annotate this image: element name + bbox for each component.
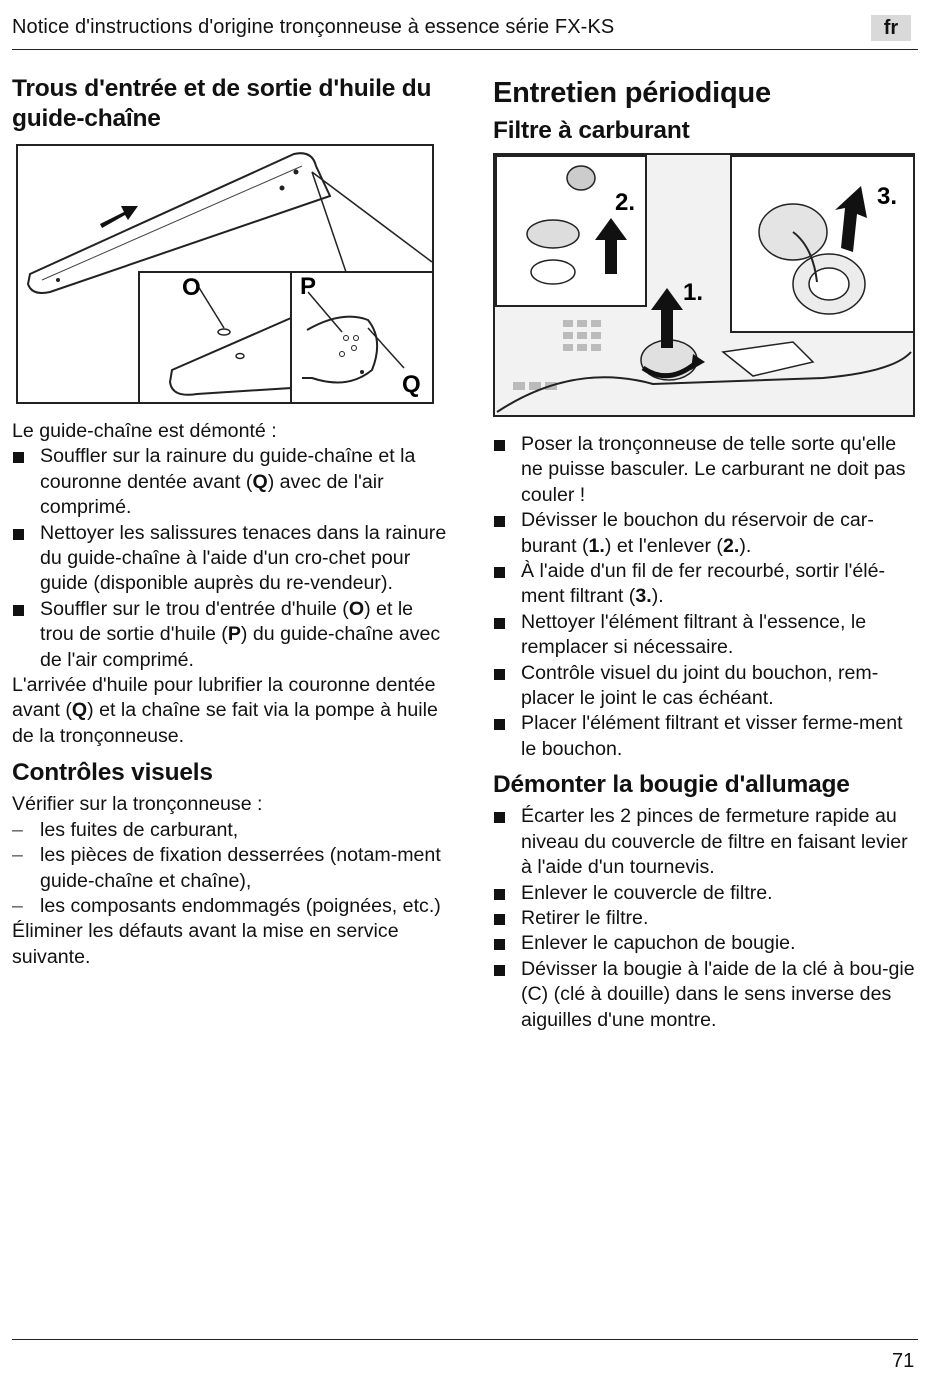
- list-item: À l'aide d'un fil de fer recourbé, sortir l'élé-ment filtrant (3.).: [493, 559, 918, 610]
- footer-rule: [12, 1339, 918, 1340]
- list-item: Retirer le filtre.: [493, 906, 918, 931]
- list-item: Contrôle visuel du joint du bouchon, rem-placer le joint le cas échéant.: [493, 661, 918, 712]
- visual-checks-outro: Éliminer les défauts avant la mise en service suivante.: [12, 920, 399, 968]
- guide-bar-figure: [12, 142, 436, 408]
- list-item: – les composants endommagés (poignées, etc.): [12, 894, 448, 919]
- section-title-spark-plug: Démonter la bougie d'allumage: [493, 771, 850, 799]
- list-item: – les pièces de fixation desserrées (notam-ment guide-chaîne et chaîne),: [12, 843, 448, 894]
- list-item: Dévisser la bougie à l'aide de la clé à bou-gie (C) (clé à douille) dans le sens inverse des aiguilles d'une montre.: [493, 957, 918, 1033]
- page-number: 71: [892, 1350, 915, 1372]
- figure-label-step2: 2.: [615, 189, 636, 216]
- list-item: Souffler sur le trou d'entrée d'huile (O) et le trou de sortie d'huile (P) du guide-chaîne avec de l'air comprimé.: [12, 597, 448, 673]
- figure-label-p: P: [300, 273, 317, 300]
- figure-label-o: O: [182, 274, 201, 301]
- section-title-oil-holes: Trous d'entrée et de sortie d'huile du guide-chaîne: [12, 75, 432, 132]
- oil-supply-text: L'arrivée d'huile pour lubrifier la couronne dentée avant (Q) et la chaîne se fait via la pompe à huile de la tronçonneuse.: [12, 674, 438, 747]
- list-item: Nettoyer les salissures tenaces dans la rainure du guide-chaîne à l'aide d'un cro-chet pour guide (disponible auprès du re-vendeur).: [12, 521, 448, 597]
- header-rule: [12, 49, 918, 50]
- visual-checks-intro: Vérifier sur la tronçonneuse :: [12, 793, 263, 816]
- list-item: Écarter les 2 pinces de fermeture rapide au niveau du couvercle de filtre en faisant levier à l'aide d'un tournevis.: [493, 804, 918, 880]
- list-item: Souffler sur la rainure du guide-chaîne et la couronne dentée avant (Q) avec de l'air comprimé.: [12, 444, 448, 520]
- section-title-visual-checks: Contrôles visuels: [12, 759, 213, 787]
- list-item: Placer l'élément filtrant et visser ferme-ment le bouchon.: [493, 711, 918, 762]
- left-column: [12, 74, 448, 970]
- list-item: Enlever le couvercle de filtre.: [493, 881, 918, 906]
- figure-label-q: Q: [402, 371, 421, 398]
- intro-text: Le guide-chaîne est démonté :: [12, 420, 277, 442]
- fuel-filter-figure: [493, 152, 921, 420]
- list-item: Nettoyer l'élément filtrant à l'essence, le remplacer si nécessaire.: [493, 610, 918, 661]
- list-item: – les fuites de carburant,: [12, 818, 448, 843]
- header-title: Notice d'instructions d'origine tronçonneuse à essence série FX-KS: [12, 16, 615, 38]
- section-title-fuel-filter: Filtre à carburant: [493, 117, 690, 144]
- list-item: Poser la tronçonneuse de telle sorte qu'elle ne puisse basculer. Le carburant ne doit pas couler !: [493, 432, 918, 508]
- figure-label-step1: 1.: [683, 279, 704, 306]
- spark-plug-steps-list: [493, 804, 918, 1033]
- list-item: Dévisser le bouchon du réservoir de car-burant (1.) et l'enlever (2.).: [493, 508, 918, 559]
- figure-label-step3: 3.: [877, 183, 898, 210]
- right-column: [493, 74, 918, 1033]
- list-item: Enlever le capuchon de bougie.: [493, 931, 918, 956]
- cleaning-steps-list: [12, 444, 448, 673]
- fuel-filter-steps-list: [493, 432, 918, 762]
- visual-checks-list: [12, 818, 448, 920]
- page-title: Entretien périodique: [493, 77, 771, 109]
- language-badge: fr: [871, 15, 911, 41]
